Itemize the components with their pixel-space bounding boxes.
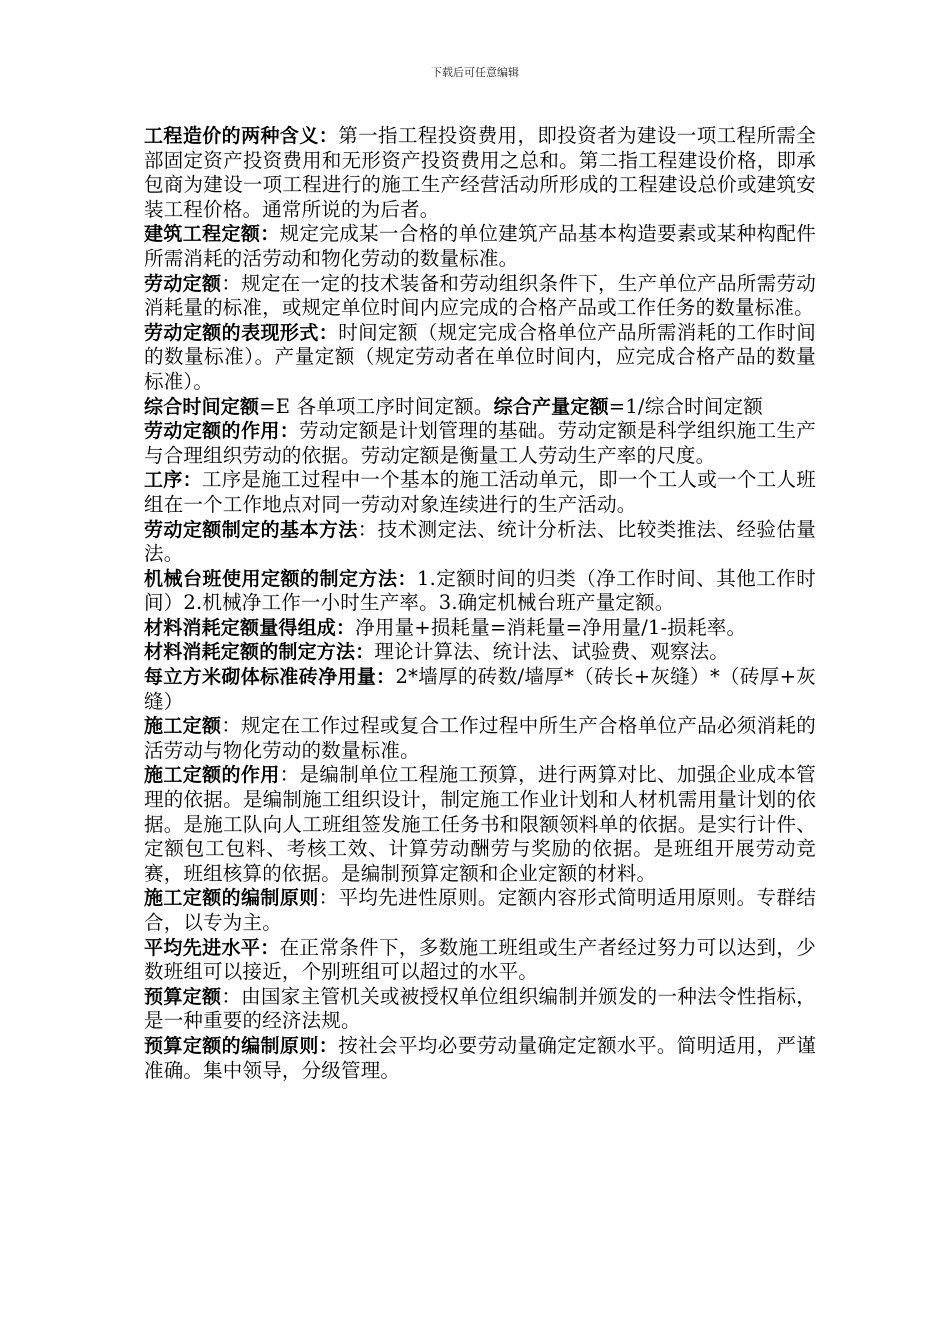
definition: 劳动定额是计划管理的基础。劳动定额是科学组织施工生产与合理组织劳动的依据。劳动定额是衡量工人劳动生产率的尺度。 [144,419,816,467]
term: 工程造价的两种含义： [144,125,339,147]
entry-process [144,468,816,517]
definition: =E 各单项工序时间定额。 [259,394,494,418]
term: 劳动定额 [144,272,222,295]
entry-labor-quota-forms [144,321,816,395]
term: 材料消耗定额量得组成： [144,616,356,639]
term: 综合时间定额 [144,395,260,418]
definition: 2*墙厚的砖数/墙厚*（砖长+灰缝）*（砖厚+灰缝） [144,665,816,713]
document-body [144,124,816,1083]
term: 预算定额 [144,985,222,1008]
entry-budget-quota [144,985,816,1034]
entry-labor-quota-role [144,419,816,468]
definition: 规定完成某一合格的单位建筑产品基本构造要素或某种构配件所需消耗的活劳动和物化劳动的数量标准。 [144,222,816,270]
definition: ：技术测定法、统计分析法、比较类推法、经验估量法。 [144,517,816,566]
term: 平均先进水平： [144,936,280,959]
entry-engineering-cost [144,124,816,222]
definition: 工序是施工过程中一个基本的施工活动单元，即一个工人或一个工人班组在一个工作地点对同一劳动对象连续进行的生产活动。 [144,468,816,516]
term: 每立方米砌体标准砖净用量： [144,666,396,689]
definition: 第一指工程投资费用，即投资者为建设一项工程所需全部固定资产投资费用和无形资产投资费用之总和。第二指工程建设价格，即承包商为建设一项工程进行的施工生产经营活动所形成的工程建设总价或建筑安装工程价格。通常所说的为后者。 [144,124,816,221]
definition: 净用量+损耗量=消耗量=净用量/1-损耗率。 [355,615,747,639]
page-header: 下载后可任意编辑 [431,66,519,79]
entry-labor-quota-methods [144,518,816,567]
entry-brick-net-usage [144,665,816,714]
definition: ：规定在工作过程或复合工作过程中所生产合格单位产品必须消耗的活劳动与物化劳动的数量标准。 [144,714,816,762]
term: 劳动定额制定的基本方法 [144,518,358,541]
definition: ：由国家主管机关或被授权单位组织编制并颁发的一种法令性指标，是一种重要的经济法规。 [144,984,816,1033]
term: 劳动定额的表现形式： [144,321,339,344]
definition: ：是编制单位工程施工预算，进行两算对比、加强企业成本管理的依据。是编制施工组织设计，制定施工作业计划和人材机需用量计划的依据。是施工队向人工班组签发施工任务书和限额领料单的依据。是实行计件、定额包工包料、考核工效、计算劳动酬劳与奖励的依据。是班组开展劳动竞赛，班组核算的依据。是编制预算定额和企业定额的材料。 [144,763,816,885]
entry-average-advanced-level [144,936,816,985]
definition: 1.定额时间的归类（净工作时间、其他工作时间）2.机械净工作一小时生产率。3.确定机械台班产量定额。 [144,566,816,615]
entry-material-quota-methods [144,640,816,665]
term: 施工定额 [144,715,222,738]
entry-construction-quota-principles [144,886,816,935]
entry-composite-time-quota [144,395,816,420]
definition: 理论计算法、统计法、试验费、观察法。 [374,640,730,664]
definition: 时间定额（规定完成合格单位产品所需消耗的工作时间的数量标准）。产量定额（规定劳动者在单位时间内，应完成合格产品的数量标准）。 [144,320,816,393]
definition: 按社会平均必要劳动量确定定额水平。简明适用，严谨准确。集中领导，分级管理。 [144,1033,816,1082]
entry-construction-quota-role [144,763,816,886]
definition-secondary: =1/综合时间定额 [608,394,763,418]
term: 机械台班使用定额的制定方法： [144,567,417,590]
term: 施工定额的编制原则 [144,887,319,910]
term: 施工定额的作用 [144,764,280,787]
term: 工序： [144,469,202,492]
definition: 在正常条件下，多数施工班组或生产者经过努力可以达到，少数班组可以接近，个别班组可以超过的水平。 [144,935,816,984]
term: 建筑工程定额： [144,223,280,246]
term-secondary: 综合产量定额 [493,395,609,418]
entry-building-quota [144,222,816,271]
term: 材料消耗定额的制定方法： [144,641,375,664]
entry-labor-quota [144,272,816,321]
term: 预算定额的编制原则： [144,1034,339,1057]
definition: ：平均先进性原则。定额内容形式简明适用原则。专群结合，以专为主。 [144,886,816,934]
term: 劳动定额的作用： [144,420,300,443]
entry-material-quota-composition [144,616,816,641]
entry-construction-quota [144,714,816,763]
entry-machine-shift-methods [144,567,816,616]
definition: ：规定在一定的技术装备和劳动组织条件下，生产单位产品所需劳动消耗量的标准，或规定单位时间内应完成的合格产品或工作任务的数量标准。 [144,271,816,320]
entry-budget-quota-principles [144,1034,816,1083]
